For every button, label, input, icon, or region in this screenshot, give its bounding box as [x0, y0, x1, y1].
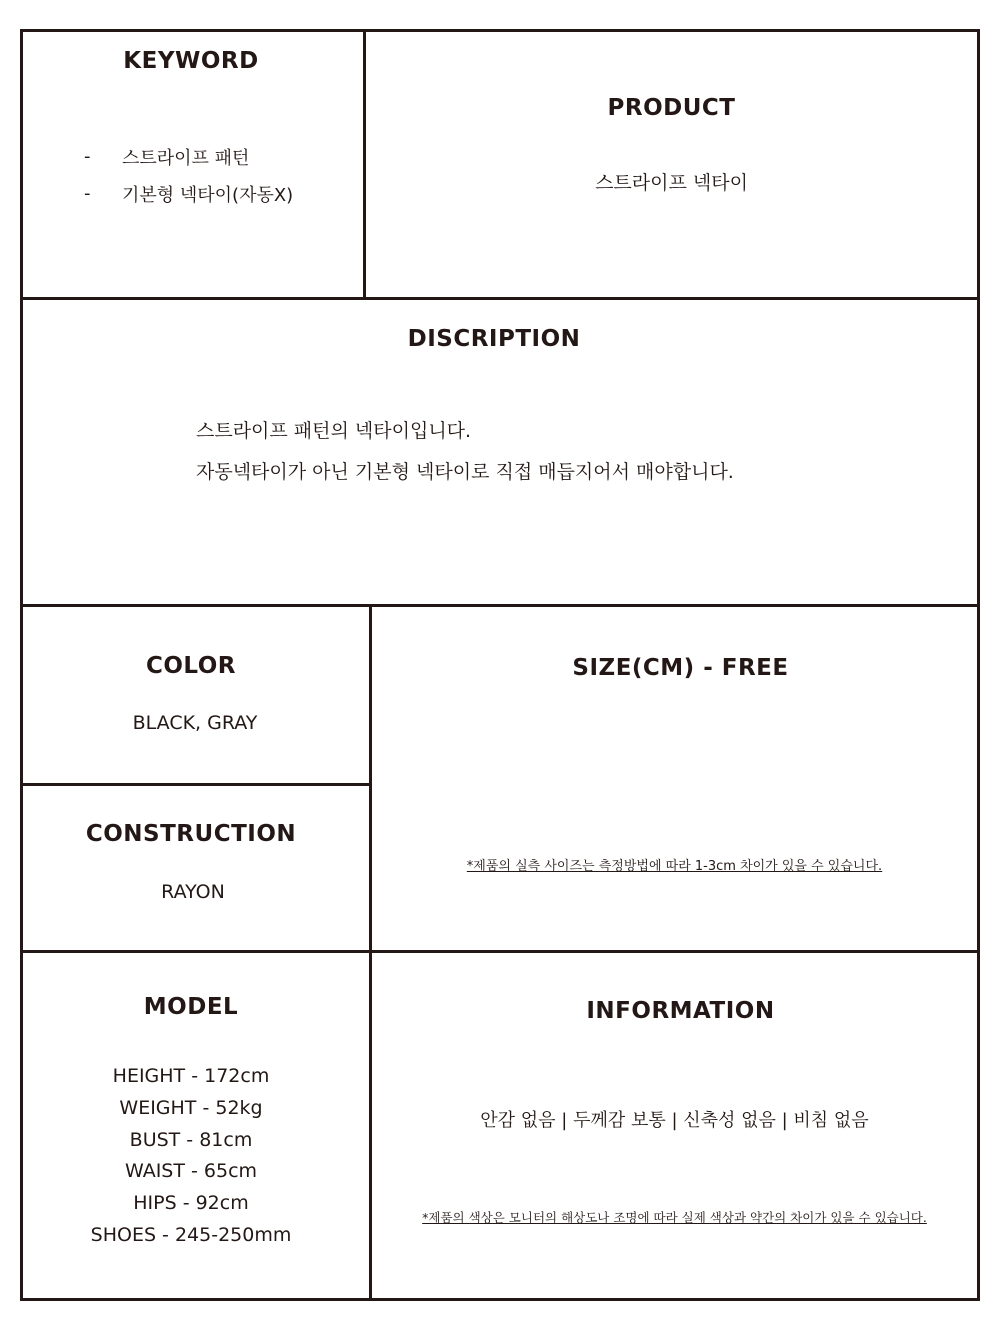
size-title: SIZE(CM) - FREE: [572, 655, 789, 681]
divider-v2: [369, 604, 372, 1301]
keyword-item: 스트라이프 패턴: [122, 147, 250, 169]
information-note: *제품의 색상은 모니터의 해상도나 조명에 따라 실제 색상과 약간의 차이가 있을 수 있습니다.: [422, 1210, 927, 1225]
keyword-list: [84, 138, 293, 212]
border-bottom: [20, 1298, 980, 1301]
description-line-2: 자동넥타이가 아닌 기본형 넥타이로 직접 매듭지어서 매야합니다.: [196, 461, 734, 483]
product-name: 스트라이프 넥타이: [595, 172, 748, 194]
bullet-dash: -: [84, 183, 91, 204]
construction-title: CONSTRUCTION: [85, 821, 297, 847]
divider-h3: [20, 783, 372, 786]
information-summary: 안감 없음 | 두께감 보통 | 신축성 없음 | 비침 없음: [480, 1110, 869, 1131]
divider-h4: [20, 950, 980, 953]
model-spec: WEIGHT - 52kg: [119, 1096, 263, 1119]
model-spec: HIPS - 92cm: [133, 1192, 249, 1215]
model-spec: WAIST - 65cm: [124, 1160, 258, 1183]
color-value: BLACK, GRAY: [132, 712, 258, 734]
divider-v1: [363, 29, 366, 300]
model-spec-list: [22, 1061, 360, 1252]
model-spec: HEIGHT - 172cm: [112, 1065, 270, 1087]
list-item: [84, 175, 293, 212]
model-title: MODEL: [143, 994, 239, 1020]
list-item: [84, 138, 293, 175]
description-title: DISCRIPTION: [407, 326, 581, 352]
construction-value: RAYON: [161, 881, 225, 903]
divider-h1: [20, 297, 980, 300]
description-line-1: 스트라이프 패턴의 넥타이입니다.: [196, 420, 472, 442]
divider-h2: [20, 604, 980, 607]
model-spec: SHOES - 245-250mm: [90, 1223, 292, 1246]
keyword-title: KEYWORD: [123, 48, 259, 74]
keyword-item: 기본형 넥타이(자동X): [122, 184, 294, 206]
information-title: INFORMATION: [586, 998, 775, 1024]
border-top: [20, 29, 980, 32]
product-title: PRODUCT: [607, 95, 736, 121]
model-spec: BUST - 81cm: [129, 1128, 253, 1151]
color-title: COLOR: [145, 653, 237, 679]
size-note: *제품의 실측 사이즈는 측정방법에 따라 1-3cm 차이가 있을 수 있습니다.: [466, 859, 883, 874]
bullet-dash: -: [84, 146, 91, 167]
